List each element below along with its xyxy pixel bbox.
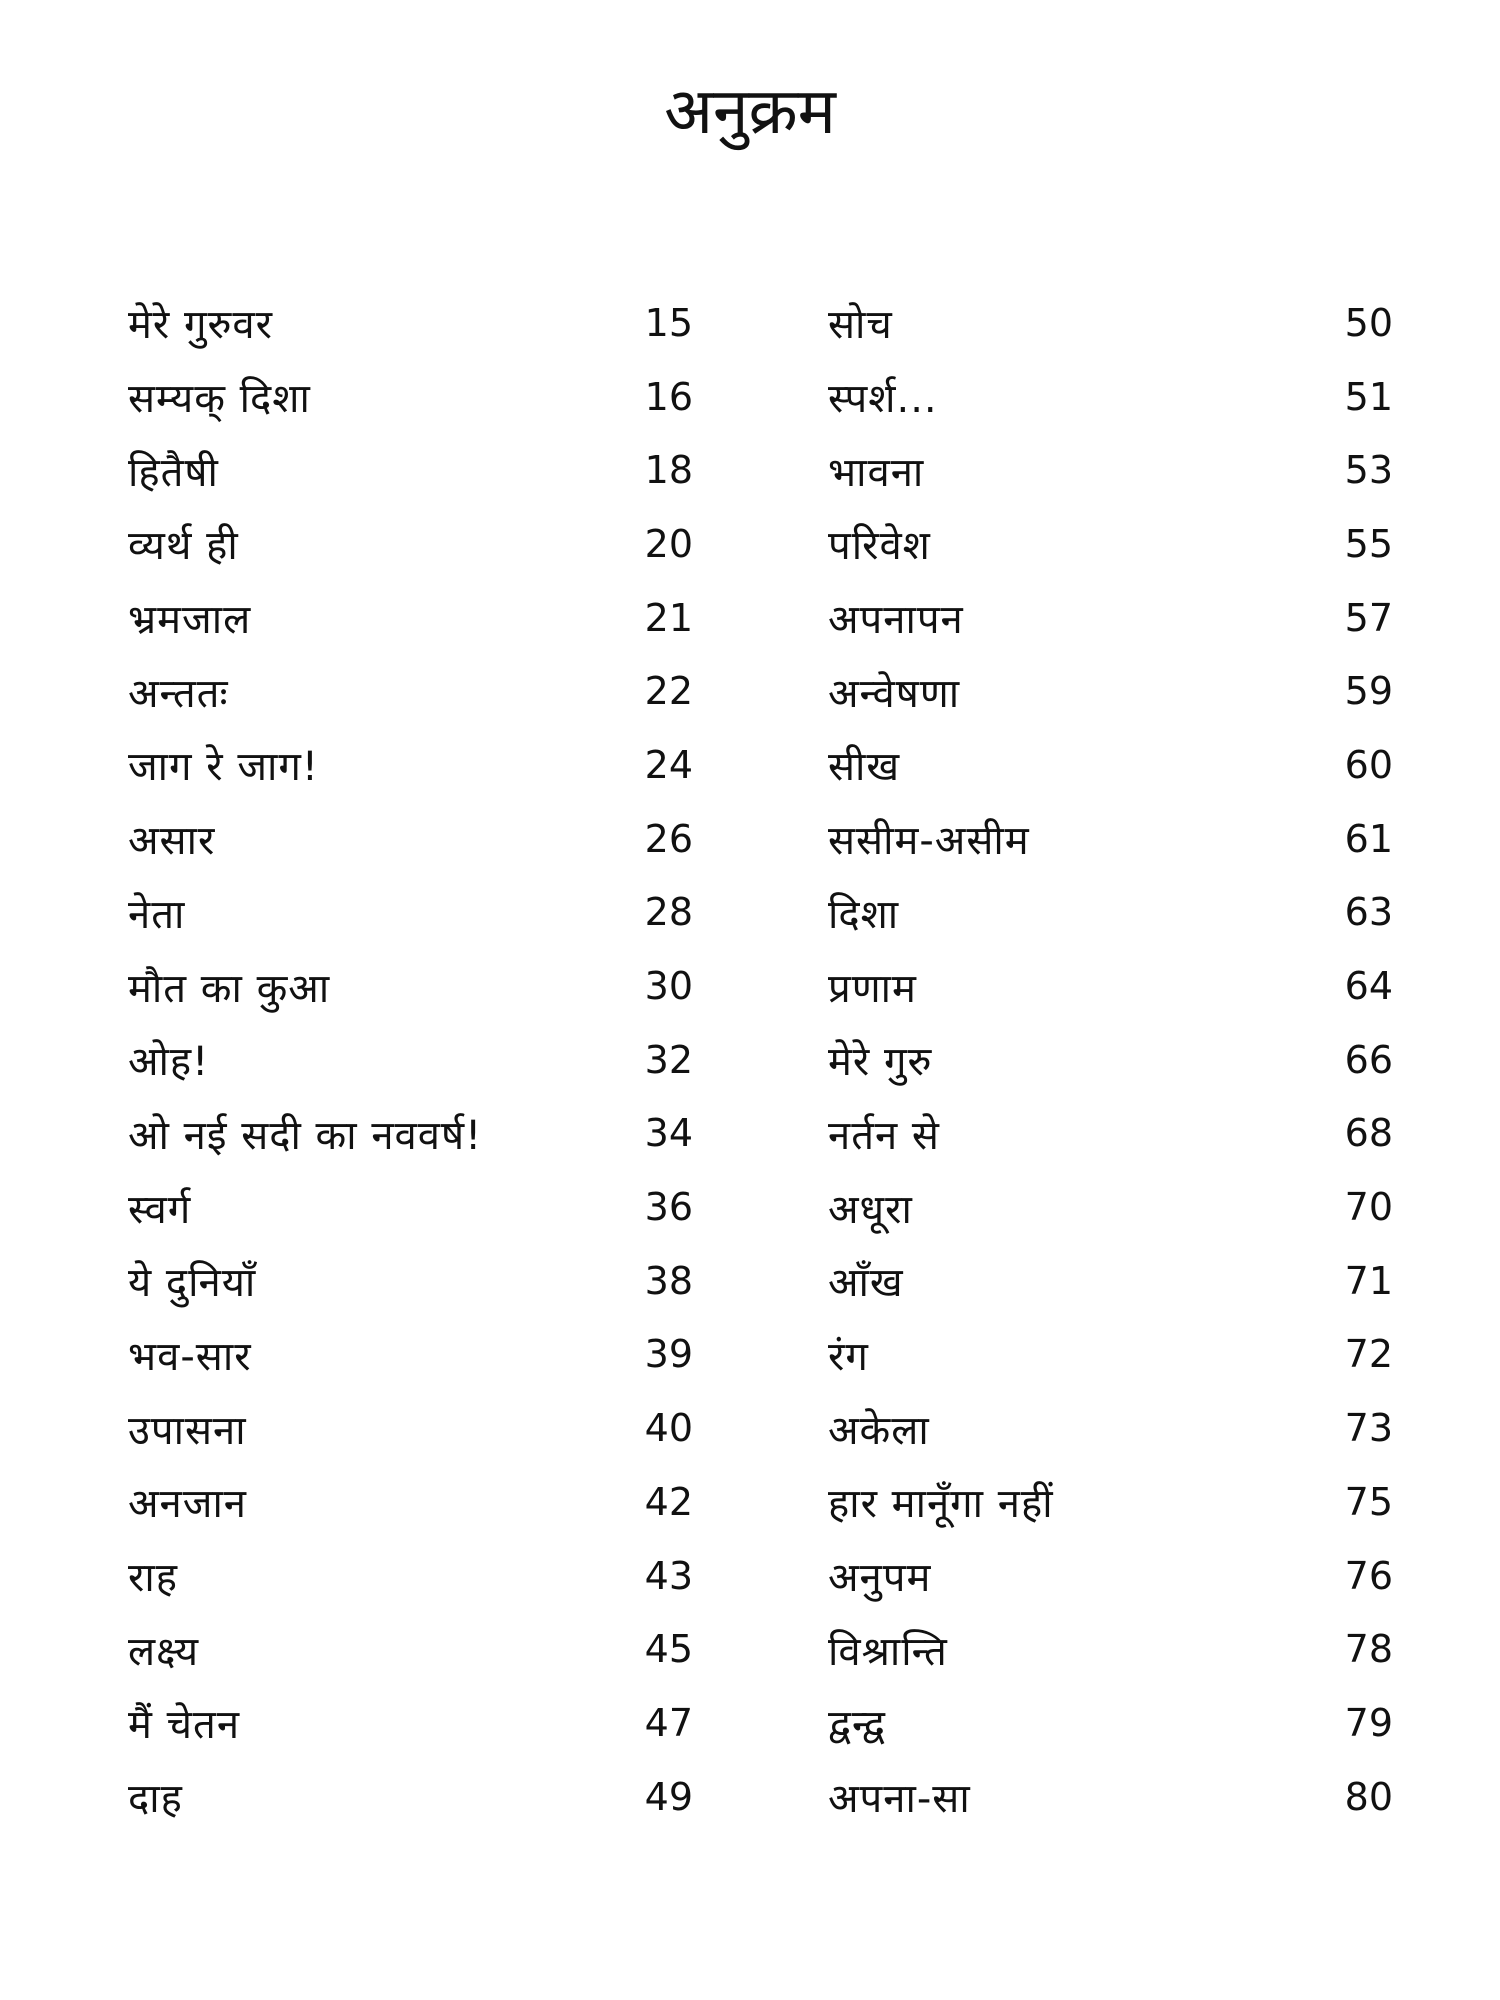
toc-entry — [128, 1318, 693, 1392]
toc-entry-title: ये दुनियाँ — [128, 1260, 257, 1307]
toc-entry — [828, 1170, 1393, 1244]
toc-entry — [128, 1612, 693, 1686]
toc-entry-page-number: 61 — [1344, 816, 1393, 861]
toc-entry-page-number: 72 — [1344, 1332, 1393, 1377]
toc-entry — [128, 949, 693, 1023]
toc-entry-page-number: 47 — [644, 1700, 693, 1745]
toc-entry-page-number: 36 — [644, 1185, 693, 1230]
toc-entry-title: स्पर्श... — [828, 376, 938, 423]
toc-entry-page-number: 45 — [644, 1627, 693, 1672]
toc-entry-page-number: 59 — [1344, 669, 1393, 714]
toc-entry-title: नेता — [128, 891, 186, 938]
toc-entry-page-number: 34 — [644, 1111, 693, 1156]
toc-entry — [128, 1244, 693, 1318]
toc-entry-title: जाग रे जाग! — [128, 744, 319, 791]
toc-entry — [128, 286, 693, 360]
toc-entry — [128, 1539, 693, 1613]
toc-entry — [828, 507, 1393, 581]
toc-entry-title: मौत का कुआ — [128, 965, 331, 1012]
toc-entry-page-number: 30 — [644, 964, 693, 1009]
toc-entry-title: मैं चेतन — [128, 1702, 241, 1749]
toc-entry — [128, 1465, 693, 1539]
toc-entry — [128, 433, 693, 507]
toc-entry-title: द्वन्द्व — [828, 1702, 886, 1749]
toc-entry-title: अपनापन — [828, 597, 964, 644]
toc-entry-page-number: 60 — [1344, 742, 1393, 787]
toc-entry-title: रंग — [828, 1333, 869, 1380]
toc-entry-page-number: 38 — [644, 1258, 693, 1303]
toc-entry — [128, 1170, 693, 1244]
toc-entry — [128, 728, 693, 802]
toc-entry-title: राह — [128, 1555, 178, 1602]
toc-entry-page-number: 76 — [1344, 1553, 1393, 1598]
toc-entry-title: लक्ष्य — [128, 1628, 200, 1675]
toc-entry — [128, 802, 693, 876]
toc-entry — [828, 1686, 1393, 1760]
toc-entry-title: उपासना — [128, 1407, 247, 1454]
toc-entry — [828, 728, 1393, 802]
toc-entry-title: सम्यक् दिशा — [128, 376, 311, 423]
toc-entry — [128, 1760, 693, 1834]
toc-entry — [128, 507, 693, 581]
toc-entry-page-number: 32 — [644, 1037, 693, 1082]
toc-entry-page-number: 68 — [1344, 1111, 1393, 1156]
toc-entry-title: दिशा — [828, 891, 900, 938]
toc-entry — [828, 433, 1393, 507]
toc-entry-title: भावना — [828, 449, 925, 496]
toc-entry-page-number: 22 — [644, 669, 693, 714]
toc-entry-page-number: 71 — [1344, 1258, 1393, 1303]
toc-entry — [828, 1023, 1393, 1097]
toc-entry-page-number: 42 — [644, 1479, 693, 1524]
toc-entry — [828, 876, 1393, 950]
toc-entry-title: अनुपम — [828, 1555, 932, 1602]
toc-entry — [128, 1023, 693, 1097]
toc-entry-page-number: 50 — [1344, 300, 1393, 345]
toc-entry-title: अपना-सा — [828, 1776, 971, 1823]
toc-entry-page-number: 57 — [1344, 595, 1393, 640]
toc-entry — [128, 581, 693, 655]
toc-entry — [828, 286, 1393, 360]
toc-entry — [828, 1612, 1393, 1686]
toc-entry-title: अकेला — [828, 1407, 930, 1454]
toc-entry-title: अनजान — [128, 1481, 247, 1528]
toc-entry-title: ससीम-असीम — [828, 818, 1030, 865]
page-title: अनुक्रम — [664, 75, 836, 149]
toc-entry — [828, 360, 1393, 434]
toc-entry-page-number: 21 — [644, 595, 693, 640]
toc-entry — [828, 1760, 1393, 1834]
toc-entry — [828, 581, 1393, 655]
toc-left-column — [128, 286, 693, 1833]
toc-entry-title: सोच — [828, 302, 893, 349]
toc-entry-title: दाह — [128, 1776, 183, 1823]
toc-entry — [128, 1391, 693, 1465]
toc-entry-page-number: 28 — [644, 890, 693, 935]
toc-entry-page-number: 26 — [644, 816, 693, 861]
toc-entry-page-number: 64 — [1344, 964, 1393, 1009]
toc-entry-page-number: 43 — [644, 1553, 693, 1598]
toc-entry-page-number: 70 — [1344, 1185, 1393, 1230]
toc-entry — [828, 1097, 1393, 1171]
toc-entry-page-number: 16 — [644, 374, 693, 419]
toc-entry — [828, 1465, 1393, 1539]
toc-entry — [828, 1318, 1393, 1392]
toc-entry-page-number: 66 — [1344, 1037, 1393, 1082]
toc-entry-page-number: 55 — [1344, 521, 1393, 566]
toc-entry-title: सीख — [828, 744, 901, 791]
toc-entry-title: परिवेश — [828, 523, 931, 570]
toc-entry — [828, 654, 1393, 728]
toc-entry — [828, 1391, 1393, 1465]
toc-entry-page-number: 73 — [1344, 1406, 1393, 1451]
toc-entry-title: प्रणाम — [828, 965, 917, 1012]
toc-entry-page-number: 24 — [644, 742, 693, 787]
toc-entry — [128, 1097, 693, 1171]
toc-entry-page-number: 63 — [1344, 890, 1393, 935]
toc-entry-title: मेरे गुरुवर — [128, 302, 274, 349]
toc-entry — [128, 876, 693, 950]
toc-entry — [828, 802, 1393, 876]
toc-entry-title: हितैषी — [128, 449, 219, 496]
toc-entry — [828, 1539, 1393, 1613]
toc-entry-title: भ्रमजाल — [128, 597, 252, 644]
toc-entry-page-number: 80 — [1344, 1774, 1393, 1819]
toc-entry-title: व्यर्थ ही — [128, 523, 239, 570]
toc-entry-page-number: 20 — [644, 521, 693, 566]
toc-entry-title: अधूरा — [828, 1186, 913, 1233]
toc-entry — [128, 654, 693, 728]
toc-entry-page-number: 15 — [644, 300, 693, 345]
toc-entry-page-number: 51 — [1344, 374, 1393, 419]
toc-right-column — [828, 286, 1393, 1833]
toc-entry — [828, 1244, 1393, 1318]
toc-entry-page-number: 53 — [1344, 448, 1393, 493]
toc-entry-title: अन्वेषणा — [828, 670, 961, 717]
toc-entry-page-number: 18 — [644, 448, 693, 493]
toc-entry-title: भव-सार — [128, 1333, 252, 1380]
toc-entry-title: आँख — [828, 1260, 904, 1307]
toc-entry-page-number: 39 — [644, 1332, 693, 1377]
toc-entry-page-number: 49 — [644, 1774, 693, 1819]
toc-entry-title: नर्तन से — [828, 1112, 940, 1159]
toc-entry — [128, 360, 693, 434]
toc-entry-title: हार मानूँगा नहीं — [828, 1481, 1054, 1528]
toc-entry-title: ओ नई सदी का नववर्ष! — [128, 1112, 483, 1159]
toc-entry-title: अन्ततः — [128, 670, 229, 717]
toc-entry-title: मेरे गुरु — [828, 1039, 933, 1086]
toc-entry-page-number: 79 — [1344, 1700, 1393, 1745]
toc-entry — [128, 1686, 693, 1760]
toc-entry-title: ओह! — [128, 1039, 210, 1086]
toc-entry-title: स्वर्ग — [128, 1186, 192, 1233]
toc-entry-page-number: 78 — [1344, 1627, 1393, 1672]
toc-entry-title: विश्रान्ति — [828, 1628, 948, 1675]
toc-entry-page-number: 75 — [1344, 1479, 1393, 1524]
toc-entry-page-number: 40 — [644, 1406, 693, 1451]
toc-entry-title: असार — [128, 818, 216, 865]
toc-entry — [828, 949, 1393, 1023]
